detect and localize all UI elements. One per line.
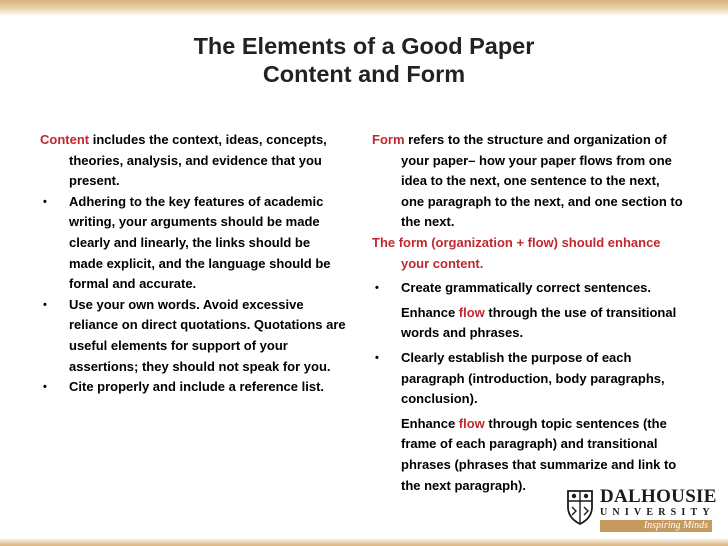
form-definition: [372, 130, 684, 233]
list-item-text: Adhering to the key features of academic writing, your arguments should be made clearly and linearly, the links should be made explicit, and the language should be formal and accurate.: [69, 193, 331, 292]
crest-icon: [566, 489, 594, 525]
dalhousie-logo: [566, 487, 716, 535]
list-item: [40, 192, 346, 295]
logo-tagline: Inspiring Minds: [643, 520, 708, 531]
content-label: Content: [40, 132, 90, 147]
list-item-text: Clearly establish the purpose of each paragraph (introduction, body paragraphs, conclusion).: [401, 349, 665, 407]
content-column: [40, 130, 346, 398]
slide-title: [0, 32, 728, 88]
bullet-icon: •: [43, 195, 47, 208]
list-item-text: Cite properly and include a reference list.: [69, 379, 325, 395]
content-definition: [40, 130, 346, 192]
top-decorative-band: [0, 0, 728, 16]
bullet-icon: •: [43, 381, 47, 394]
logo-name: DALHOUSIE: [600, 486, 717, 507]
title-line-2: Content and Form: [262, 61, 466, 87]
list-item-text: Use your own words. Avoid excessive reliance on direct quotations. Quotations are useful elements for support of your assertions; they should not speak for you.: [69, 296, 346, 374]
flow-keyword: flow: [458, 304, 485, 320]
bullet-icon: •: [43, 298, 47, 311]
bullet-icon: •: [375, 351, 379, 364]
logo-subname: UNIVERSITY: [600, 507, 715, 518]
form-definition-text: refers to the structure and organization of your paper– how your paper flows from one idea to the next, one sentence to the next, one paragraph to the next, and one section to the next.: [401, 132, 683, 230]
list-item: [40, 295, 346, 377]
list-item: [372, 278, 684, 299]
form-column: [372, 130, 684, 496]
list-subitem: Enhance flow through the use of transitional words and phrases.: [401, 304, 677, 341]
form-label: Form: [372, 132, 405, 147]
form-enhance-statement: The form (organization + flow) should enhance your content.: [372, 234, 661, 271]
list-item: [372, 348, 684, 410]
title-line-1: The Elements of a Good Paper: [193, 33, 535, 59]
list-item-text: Create grammatically correct sentences.: [401, 280, 652, 296]
bullet-icon: •: [375, 282, 379, 295]
content-definition-text: includes the context, ideas, concepts, theories, analysis, and evidence that you present.: [69, 132, 327, 189]
flow-keyword: flow: [458, 415, 485, 431]
list-item: [40, 377, 346, 398]
bottom-decorative-band: [0, 538, 728, 546]
list-subitem: Enhance flow through topic sentences (the frame of each paragraph) and transitional phrases (phrases that summarize and link to the next paragraph).: [401, 415, 677, 493]
